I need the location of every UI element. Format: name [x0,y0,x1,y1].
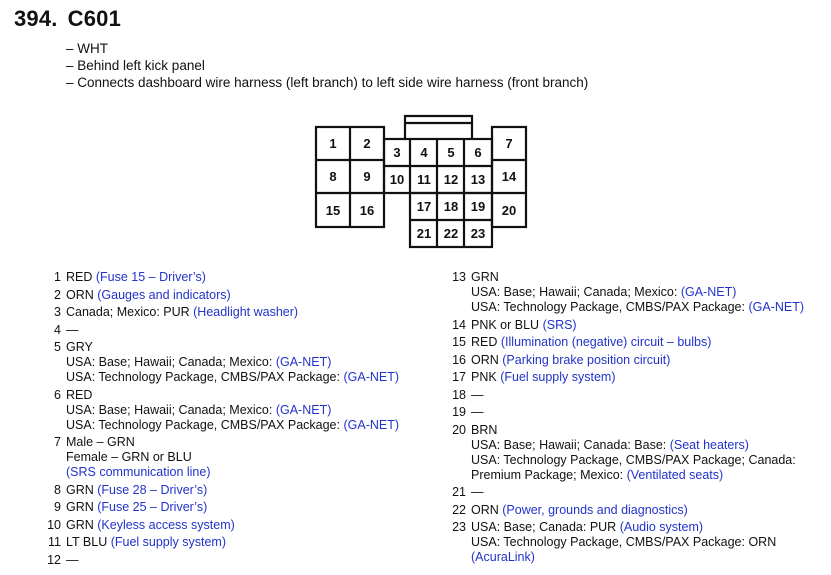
pin-line [66,270,399,285]
pin-number: 11 [48,535,61,549]
pin-label: 20 [501,203,517,218]
page-title [14,6,121,32]
pin-number: 3 [54,305,61,319]
pin-text: GRN [66,482,98,497]
pin-number: 4 [54,322,61,337]
circuit-link[interactable]: (SRS communication line) [66,465,211,479]
pin-entry [450,270,804,315]
pin-label: 6 [474,145,482,160]
pin-line [471,285,804,300]
pin-label: 5 [447,145,455,160]
pin-list-left [45,270,399,570]
pin-label: 19 [470,199,486,214]
pin-number: 6 [54,387,61,402]
pin-line [471,353,804,368]
pin-line [66,450,399,465]
circuit-link[interactable]: (Fuse 25 – Driver’s) [97,500,208,514]
pin-line [66,305,399,320]
left-block [316,127,384,227]
circuit-link[interactable]: (Fuel supply system) [110,535,227,549]
detail-connects: – Connects dashboard wire harness (left branch) to left side wire harness (front branch) [66,75,589,90]
pin-line [471,485,804,500]
circuit-link[interactable]: (GA-NET) [275,355,332,369]
pin-number: 21 [452,485,466,499]
pin-line [471,370,804,385]
middle-upper-block [384,139,492,193]
pin-line [66,340,399,355]
pin-text: BRN [471,422,498,437]
pin-text: USA: Technology Package, CMBS/PAX Package: ORN [471,535,777,549]
pin-entry [45,288,399,303]
pin-label: 13 [470,172,486,187]
pin-text: GRN [471,270,499,284]
pin-label: 8 [329,169,337,184]
circuit-link[interactable]: (Gauges and indicators) [97,287,231,302]
pin-text: RED [66,270,96,284]
pin-entry [45,518,399,533]
pin-line [66,553,399,568]
pin-text: USA: Base; Hawaii; Canada: Base: [471,437,670,452]
circuit-link[interactable]: (GA-NET) [748,300,805,314]
circuit-link[interactable]: (Audio system) [619,520,704,534]
pin-text: GRN [66,500,98,514]
circuit-link[interactable]: (GA-NET) [275,402,332,417]
pin-text: USA: Base; Hawaii; Canada; Mexico: [471,285,681,299]
pin-text: RED [471,335,501,349]
pin-label: 14 [501,169,517,184]
pin-line [471,405,804,420]
pin-text: USA: Technology Package, CMBS/PAX Package: [66,370,344,384]
pin-entry [45,535,399,550]
pin-text: ORN [471,352,503,367]
circuit-link[interactable]: (Fuse 15 – Driver’s) [95,270,206,284]
pin-number: 7 [54,435,61,449]
pin-entry [45,270,399,285]
circuit-link[interactable]: (Power, grounds and diagnostics) [502,502,688,517]
circuit-link[interactable]: (Fuse 28 – Driver’s) [97,482,208,497]
pin-text: USA: Base; Canada: PUR [471,520,620,534]
pin-entry [450,520,804,565]
pin-line [66,518,399,533]
pin-label: 15 [325,203,341,218]
pin-line [471,550,804,565]
pin-label: 4 [420,145,428,160]
circuit-link[interactable]: (Seat heaters) [669,437,749,452]
pin-number: 14 [452,317,466,332]
pin-number: 9 [54,500,61,514]
pin-text: USA: Technology Package, CMBS/PAX Package: [471,300,749,314]
pin-text: Female – GRN or BLU [66,450,192,464]
pin-entry [450,405,804,420]
pin-line [66,355,399,370]
circuit-link[interactable]: (AcuraLink) [471,550,535,564]
pin-entry [450,318,804,333]
pin-text: PNK or BLU [471,317,543,332]
circuit-link[interactable]: (SRS) [542,317,577,332]
pin-line [471,270,804,285]
pin-entry [45,340,399,385]
pin-line [66,388,399,403]
pin-line [66,288,399,303]
pin-line [471,520,804,535]
pin-text: LT BLU [66,535,111,549]
circuit-link[interactable]: (Headlight washer) [193,305,299,319]
pin-entry [45,305,399,320]
pin-number: 8 [54,482,61,497]
pin-line [66,403,399,418]
pin-label: 16 [359,203,375,218]
pin-number: 5 [54,340,61,354]
pin-line [471,453,804,468]
pin-number: 22 [452,502,466,517]
pin-text: Canada; Mexico: PUR [66,305,194,319]
pin-entry [450,485,804,500]
pin-line [66,370,399,385]
pin-label: 10 [389,172,405,187]
detail-color: – WHT [66,41,108,56]
right-block [492,127,526,227]
pin-entry [45,483,399,498]
pin-number: 12 [47,552,61,567]
pin-label: 12 [443,172,459,187]
pin-text: PNK [471,370,501,384]
pin-line [471,423,804,438]
pin-line [471,318,804,333]
pin-label: 11 [417,172,431,187]
pin-text: — [66,322,79,337]
pin-text: Premium Package; Mexico: [471,467,627,482]
pin-line [471,503,804,518]
detail-location: – Behind left kick panel [66,58,205,73]
pin-number: 1 [54,270,61,284]
pin-entry [450,370,804,385]
connector-details [66,40,588,91]
pin-line [66,435,399,450]
pin-entry [45,323,399,338]
pin-entry [45,388,399,433]
pin-label: 18 [443,199,459,214]
pin-text: — [66,552,79,567]
pin-label: 21 [416,226,432,241]
pin-entry [45,435,399,480]
circuit-link[interactable]: (Fuel supply system) [500,370,616,384]
pin-entry [450,388,804,403]
circuit-link[interactable]: (GA-NET) [343,417,400,432]
circuit-link[interactable]: (Keyless access system) [97,517,235,532]
pin-label: 23 [470,226,486,241]
pin-list-right [450,270,804,568]
pin-text: GRN [66,517,98,532]
pin-line [471,535,804,550]
lock-tab [405,116,472,139]
circuit-link[interactable]: (Ventilated seats) [626,467,724,482]
pin-number: 20 [452,422,466,437]
pin-text: RED [66,387,93,402]
pin-text: ORN [471,502,503,517]
pin-number: 18 [452,387,466,402]
middle-lower-block [410,193,492,247]
pin-line [471,300,804,315]
pin-line [66,500,399,515]
pin-text: USA: Technology Package, CMBS/PAX Package: [66,417,344,432]
pin-text: — [471,405,484,419]
pin-text: USA: Technology Package, CMBS/PAX Package; Canada: [471,452,796,467]
pin-entry [450,353,804,368]
pin-label: 22 [443,226,459,241]
pin-number: 2 [54,287,61,302]
pin-text: ORN [66,287,98,302]
pin-label: 1 [329,136,337,151]
pin-line [66,418,399,433]
pin-text: Male – GRN [66,435,135,449]
pin-text: — [471,485,484,499]
pin-label: 2 [363,136,371,151]
pin-line [471,438,804,453]
pin-text: — [471,387,484,402]
pin-label: 7 [505,136,513,151]
pin-line [66,483,399,498]
pin-line [66,535,399,550]
pin-number: 19 [452,405,466,419]
pin-line [471,335,804,350]
circuit-link[interactable]: (GA-NET) [680,285,737,299]
pin-line [66,323,399,338]
circuit-link[interactable]: (Illumination (negative) circuit – bulbs) [500,335,712,349]
section-number: 394. [14,6,58,31]
pin-entry [450,335,804,350]
pin-label: 9 [363,169,371,184]
circuit-link[interactable]: (GA-NET) [343,370,400,384]
pin-number: 17 [452,370,466,384]
pin-line [471,468,804,483]
pin-number: 15 [452,335,466,349]
connector-name: C601 [67,6,122,31]
pin-label: 3 [393,145,401,160]
pin-entry [450,503,804,518]
pin-number: 16 [452,352,466,367]
pin-entry [450,423,804,483]
pin-number: 13 [452,270,466,284]
pin-number: 23 [452,520,466,534]
pin-line [471,388,804,403]
pin-entry [45,553,399,568]
pin-text: USA: Base; Hawaii; Canada; Mexico: [66,402,276,417]
pin-line [66,465,399,480]
pin-entry [45,500,399,515]
pin-label: 17 [416,199,432,214]
pin-text: GRY [66,340,93,354]
circuit-link[interactable]: (Parking brake position circuit) [502,352,671,367]
pin-number: 10 [47,517,61,532]
pin-text: USA: Base; Hawaii; Canada; Mexico: [66,355,276,369]
